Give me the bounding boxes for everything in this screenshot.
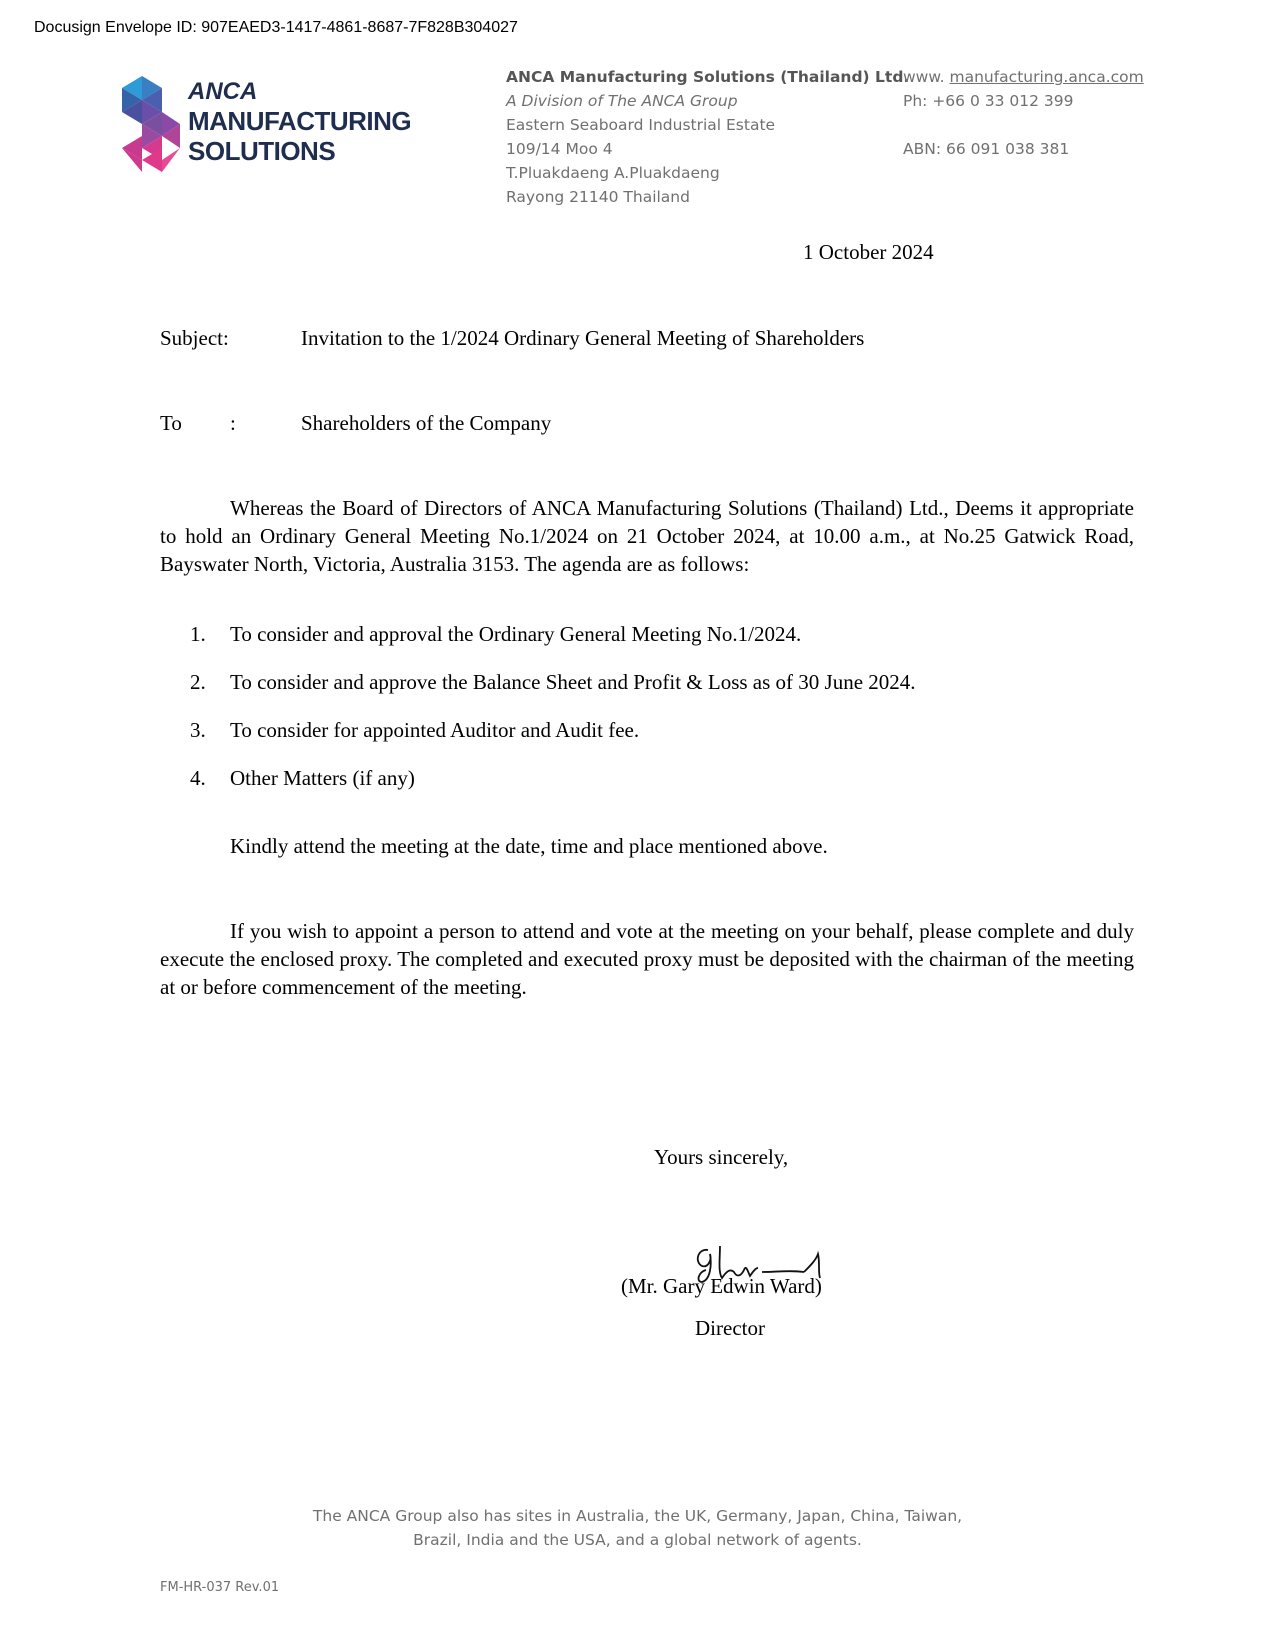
signatory-name: (Mr. Gary Edwin Ward) xyxy=(621,1274,822,1298)
footer-note xyxy=(0,1504,1275,1552)
phone-number: Ph: +66 0 33 012 399 xyxy=(903,92,1074,110)
agenda-text: Other Matters (if any) xyxy=(230,766,415,790)
company-division: A Division of The ANCA Group xyxy=(506,92,738,110)
agenda-number: 2. xyxy=(190,670,206,694)
to-colon: : xyxy=(230,411,236,435)
address-line: Eastern Seaboard Industrial Estate xyxy=(506,116,776,134)
address-line: Rayong 21140 Thailand xyxy=(506,188,690,206)
letter-date: 1 October 2024 xyxy=(803,240,934,264)
logo-text-line-2: SOLUTIONS xyxy=(188,136,336,166)
logo-anca-wordmark: ANCA xyxy=(188,78,258,105)
to-value: Shareholders of the Company xyxy=(301,411,552,435)
attend-paragraph: Kindly attend the meeting at the date, time and place mentioned above. xyxy=(230,834,828,858)
website-link[interactable]: manufacturing.anca.com xyxy=(949,68,1144,86)
agenda-text: To consider and approve the Balance Sheet and Profit & Loss as of 30 June 2024. xyxy=(230,670,916,694)
abn-number: ABN: 66 091 038 381 xyxy=(903,140,1070,158)
logo-text-line-1: MANUFACTURING xyxy=(188,106,412,136)
subject-value: Invitation to the 1/2024 Ordinary General Meeting of Shareholders xyxy=(301,326,865,350)
docusign-envelope-id: Docusign Envelope ID: 907EAED3-1417-4861-8687-7F828B304027 xyxy=(34,19,518,36)
logo-s-mark-icon xyxy=(122,76,180,172)
footer-line: The ANCA Group also has sites in Australia, the UK, Germany, Japan, China, Taiwan, xyxy=(312,1507,963,1525)
intro-paragraph: Whereas the Board of Directors of ANCA Manufacturing Solutions (Thailand) Ltd., Deems it appropriate to hold an Ordinary General Meeting No.1/2024 on 21 October 2024, at 10.00 a.m., at No.25 Gatwick Road, Bayswater North, Victoria, Australia 3153. The agenda are as follows: xyxy=(160,496,1134,576)
closing-salutation: Yours sincerely, xyxy=(654,1145,789,1169)
address-line: 109/14 Moo 4 xyxy=(506,140,613,158)
agenda-text: To consider for appointed Auditor and Audit fee. xyxy=(230,718,640,742)
agenda-number: 1. xyxy=(190,622,206,646)
company-name: ANCA Manufacturing Solutions (Thailand) Ltd. xyxy=(506,68,910,86)
company-contact-block xyxy=(903,65,1144,161)
signatory-title: Director xyxy=(695,1316,765,1340)
agenda-number: 3. xyxy=(190,718,206,742)
website-line xyxy=(903,65,1144,89)
agenda-text: To consider and approval the Ordinary General Meeting No.1/2024. xyxy=(230,622,802,646)
company-logo xyxy=(122,76,412,172)
company-address-block xyxy=(506,65,909,209)
agenda-number: 4. xyxy=(190,766,206,790)
website-prefix: www. xyxy=(903,68,950,86)
address-line: T.Pluakdaeng A.Pluakdaeng xyxy=(506,164,720,182)
form-code: FM-HR-037 Rev.01 xyxy=(160,1580,280,1595)
to-label: To xyxy=(160,411,182,435)
footer-line: Brazil, India and the USA, and a global network of agents. xyxy=(413,1531,862,1549)
proxy-paragraph: If you wish to appoint a person to attend and vote at the meeting on your behalf, please complete and duly execute the enclosed proxy. The completed and executed proxy must be deposited with the chairman of the meeting at or before commencement of the meeting. xyxy=(160,919,1134,999)
subject-label: Subject: xyxy=(160,326,229,350)
